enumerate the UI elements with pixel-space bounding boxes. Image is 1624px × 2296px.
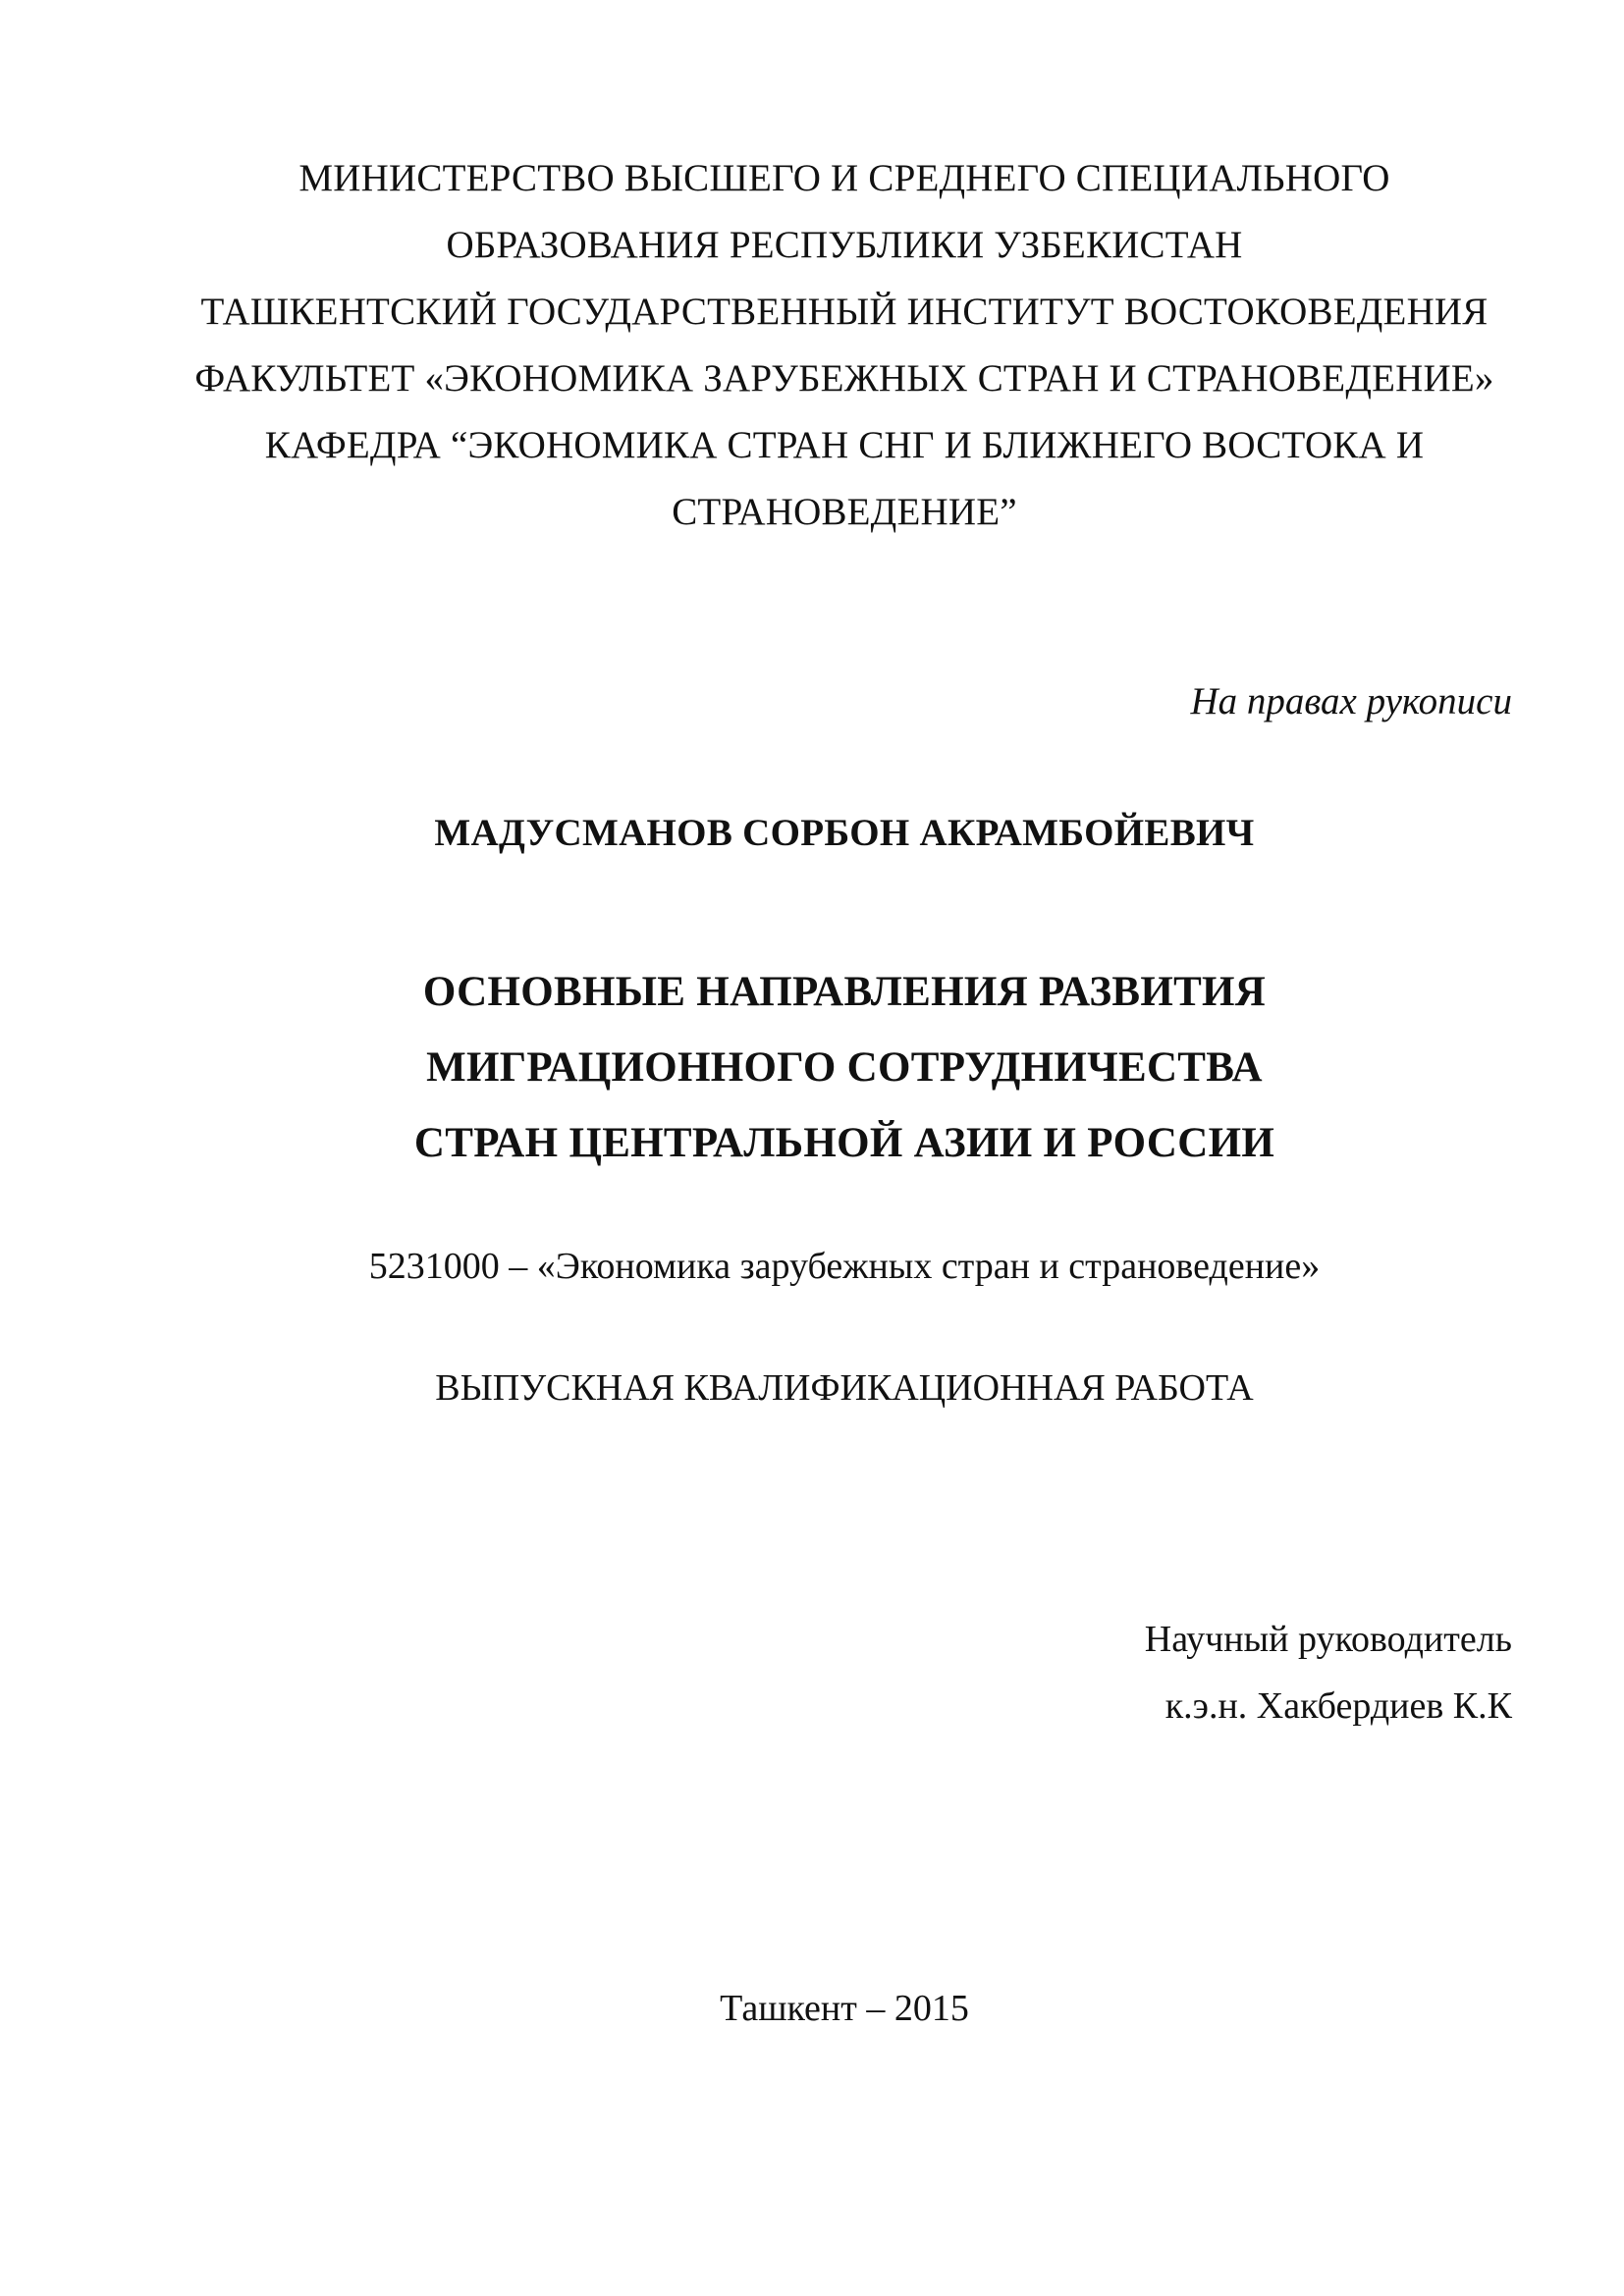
header-line-institute: ТАШКЕНТСКИЙ ГОСУДАРСТВЕННЫЙ ИНСТИТУТ ВОСТОКОВЕДЕНИЯ (200, 291, 1489, 333)
header-line-ministry-2: ОБРАЗОВАНИЯ РЕСПУБЛИКИ УЗБЕКИСТАН (446, 224, 1243, 266)
title-line-2: МИГРАЦИОННОГО СОТРУДНИЧЕСТВА (426, 1044, 1263, 1091)
header-line-department-1: КАФЕДРА “ЭКОНОМИКА СТРАН СНГ И БЛИЖНЕГО ВОСТОКА И (264, 424, 1425, 466)
supervisor-block (1145, 1606, 1512, 1739)
city-year: Ташкент – 2015 (720, 1988, 969, 2029)
thesis-title (187, 954, 1502, 1181)
header-line-faculty: ФАКУЛЬТЕТ «ЭКОНОМИКА ЗАРУБЕЖНЫХ СТРАН И СТРАНОВЕДЕНИЕ» (194, 357, 1494, 400)
manuscript-note: На правах рукописи (1190, 680, 1512, 722)
supervisor-role: Научный руководитель (1144, 1619, 1512, 1660)
institution-header (187, 145, 1502, 546)
title-line-1: ОСНОВНЫЕ НАПРАВЛЕНИЯ РАЗВИТИЯ (422, 969, 1267, 1015)
header-line-ministry-1: МИНИСТЕРСТВО ВЫСШЕГО И СРЕДНЕГО СПЕЦИАЛЬНОГО (298, 157, 1390, 199)
title-line-3: СТРАН ЦЕНТРАЛЬНОЙ АЗИИ И РОССИИ (413, 1120, 1275, 1166)
supervisor-name: к.э.н. Хакбердиев К.К (1164, 1685, 1512, 1727)
specialty-code: 5231000 – «Экономика зарубежных стран и страноведение» (368, 1246, 1321, 1287)
header-line-department-2: СТРАНОВЕДЕНИЕ” (672, 491, 1017, 533)
work-type: ВЫПУСКНАЯ КВАЛИФИКАЦИОННАЯ РАБОТА (435, 1367, 1254, 1409)
author-name: МАДУСМАНОВ СОРБОН АКРАМБОЙЕВИЧ (434, 812, 1255, 854)
